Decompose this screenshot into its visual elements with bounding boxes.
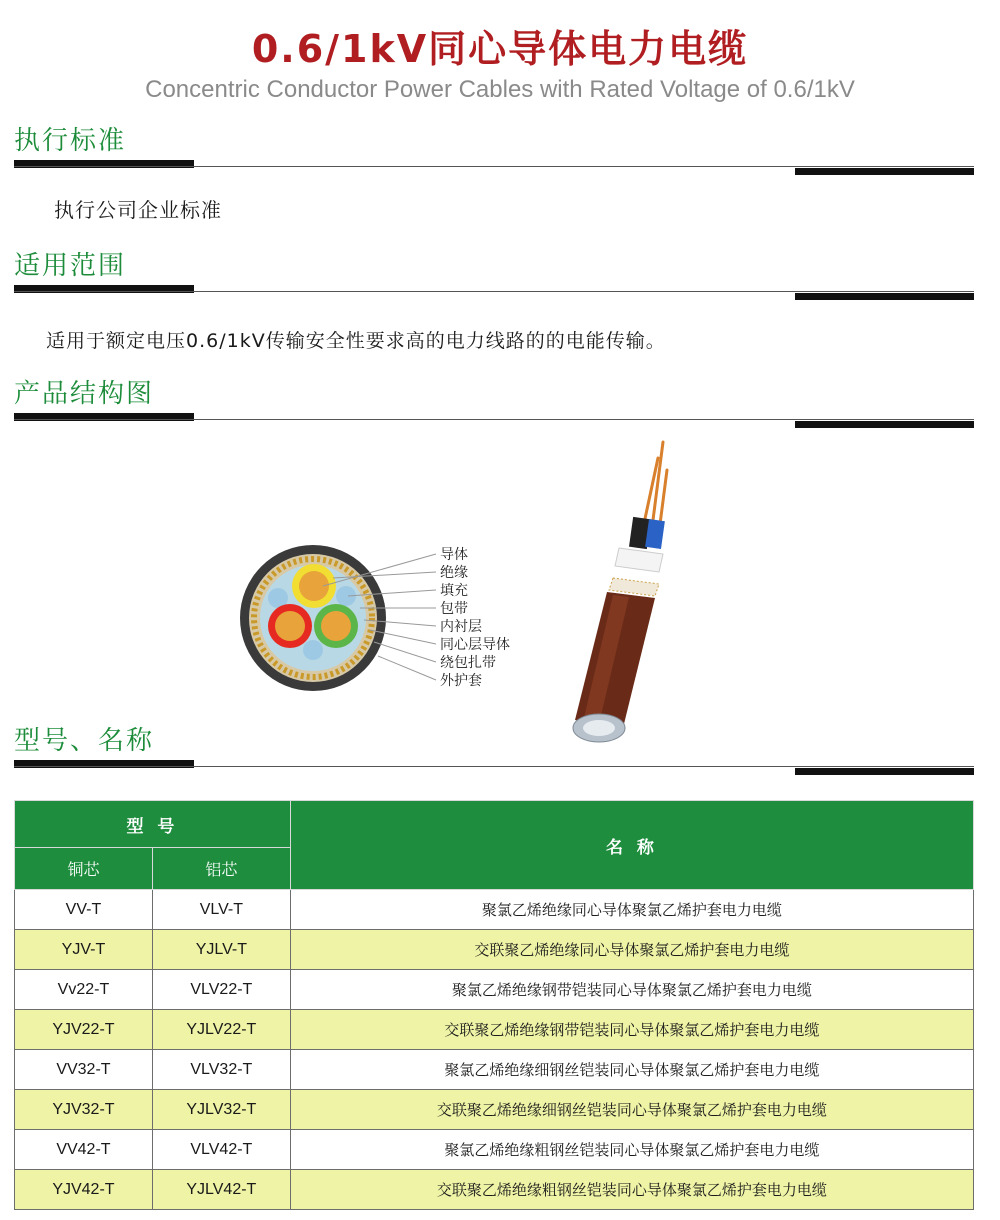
cell-copper: VV32-T [15, 1050, 153, 1090]
cell-name: 聚氯乙烯绝缘粗钢丝铠装同心导体聚氯乙烯护套电力电缆 [290, 1130, 973, 1170]
table-row [15, 1090, 974, 1130]
diagram-label: 外护套 [440, 673, 482, 689]
cell-copper: VV-T [15, 890, 153, 930]
divider-bar-right [795, 293, 974, 300]
table-row [15, 930, 974, 970]
diagram-label: 内衬层 [440, 619, 482, 635]
table-row [15, 1130, 974, 1170]
section-heading-scope: 适用范围 [14, 251, 127, 281]
cell-aluminum: YJLV32-T [152, 1090, 290, 1130]
standard-text: 执行公司企业标准 [54, 198, 222, 222]
table-header-aluminum: 铝芯 [152, 848, 290, 890]
table-row [15, 1050, 974, 1090]
cell-aluminum: VLV32-T [152, 1050, 290, 1090]
diagram-label: 绕包扎带 [440, 655, 496, 671]
scope-text: 适用于额定电压0.6/1kV传输安全性要求高的电力线路的的电能传输。 [46, 330, 666, 352]
section-heading-standard: 执行标准 [14, 126, 127, 156]
diagram-label: 同心层导体 [440, 637, 510, 653]
cell-copper: YJV-T [15, 930, 153, 970]
cell-aluminum: VLV42-T [152, 1130, 290, 1170]
diagram-label: 填充 [440, 583, 468, 599]
diagram-label: 包带 [440, 601, 468, 617]
section-heading-models: 型号、名称 [14, 726, 155, 756]
cell-name: 交联聚乙烯绝缘粗钢丝铠装同心导体聚氯乙烯护套电力电缆 [290, 1170, 973, 1210]
cell-name: 聚氯乙烯绝缘钢带铠装同心导体聚氯乙烯护套电力电缆 [290, 970, 973, 1010]
divider-line [14, 766, 974, 767]
section-models [0, 720, 1000, 780]
model-table [14, 800, 974, 1210]
cell-name: 交联聚乙烯绝缘钢带铠装同心导体聚氯乙烯护套电力电缆 [290, 1010, 973, 1050]
diagram-label: 导体 [440, 547, 468, 563]
divider-line [14, 166, 974, 167]
table-row [15, 970, 974, 1010]
divider-bar-right [795, 168, 974, 175]
diagram-label: 绝缘 [440, 565, 468, 581]
table-header-model: 型 号 [15, 801, 291, 848]
cell-copper: YJV42-T [15, 1170, 153, 1210]
divider-line [14, 291, 974, 292]
cell-name: 交联聚乙烯绝缘细钢丝铠装同心导体聚氯乙烯护套电力电缆 [290, 1090, 973, 1130]
cell-copper: Vv22-T [15, 970, 153, 1010]
section-scope [0, 245, 1000, 305]
table-header-name: 名 称 [290, 801, 973, 890]
cable-product-photo [555, 440, 715, 750]
cell-copper: YJV32-T [15, 1090, 153, 1130]
table-row [15, 1170, 974, 1210]
cell-name: 聚氯乙烯绝缘细钢丝铠装同心导体聚氯乙烯护套电力电缆 [290, 1050, 973, 1090]
cell-copper: YJV22-T [15, 1010, 153, 1050]
cell-copper: VV42-T [15, 1130, 153, 1170]
section-structure [0, 373, 1000, 433]
cell-name: 聚氯乙烯绝缘同心导体聚氯乙烯护套电力电缆 [290, 890, 973, 930]
section-standard [0, 120, 1000, 180]
cell-aluminum: VLV22-T [152, 970, 290, 1010]
cell-name: 交联聚乙烯绝缘同心导体聚氯乙烯护套电力电缆 [290, 930, 973, 970]
section-heading-structure: 产品结构图 [14, 379, 155, 409]
divider-line [14, 419, 974, 420]
table-row [15, 1010, 974, 1050]
page-subtitle: Concentric Conductor Power Cables with Rated Voltage of 0.6/1kV [145, 76, 855, 103]
cell-aluminum: YJLV-T [152, 930, 290, 970]
cell-aluminum: YJLV22-T [152, 1010, 290, 1050]
divider-bar-right [795, 768, 974, 775]
cell-aluminum: YJLV42-T [152, 1170, 290, 1210]
divider-bar-right [795, 421, 974, 428]
cell-aluminum: VLV-T [152, 890, 290, 930]
filler-shape [303, 640, 323, 660]
cable-cross-section-diagram [238, 538, 538, 698]
table-header-copper: 铜芯 [15, 848, 153, 890]
page-title: 0.6/1kV同心导体电力电缆 [251, 27, 749, 71]
table-row [15, 890, 974, 930]
